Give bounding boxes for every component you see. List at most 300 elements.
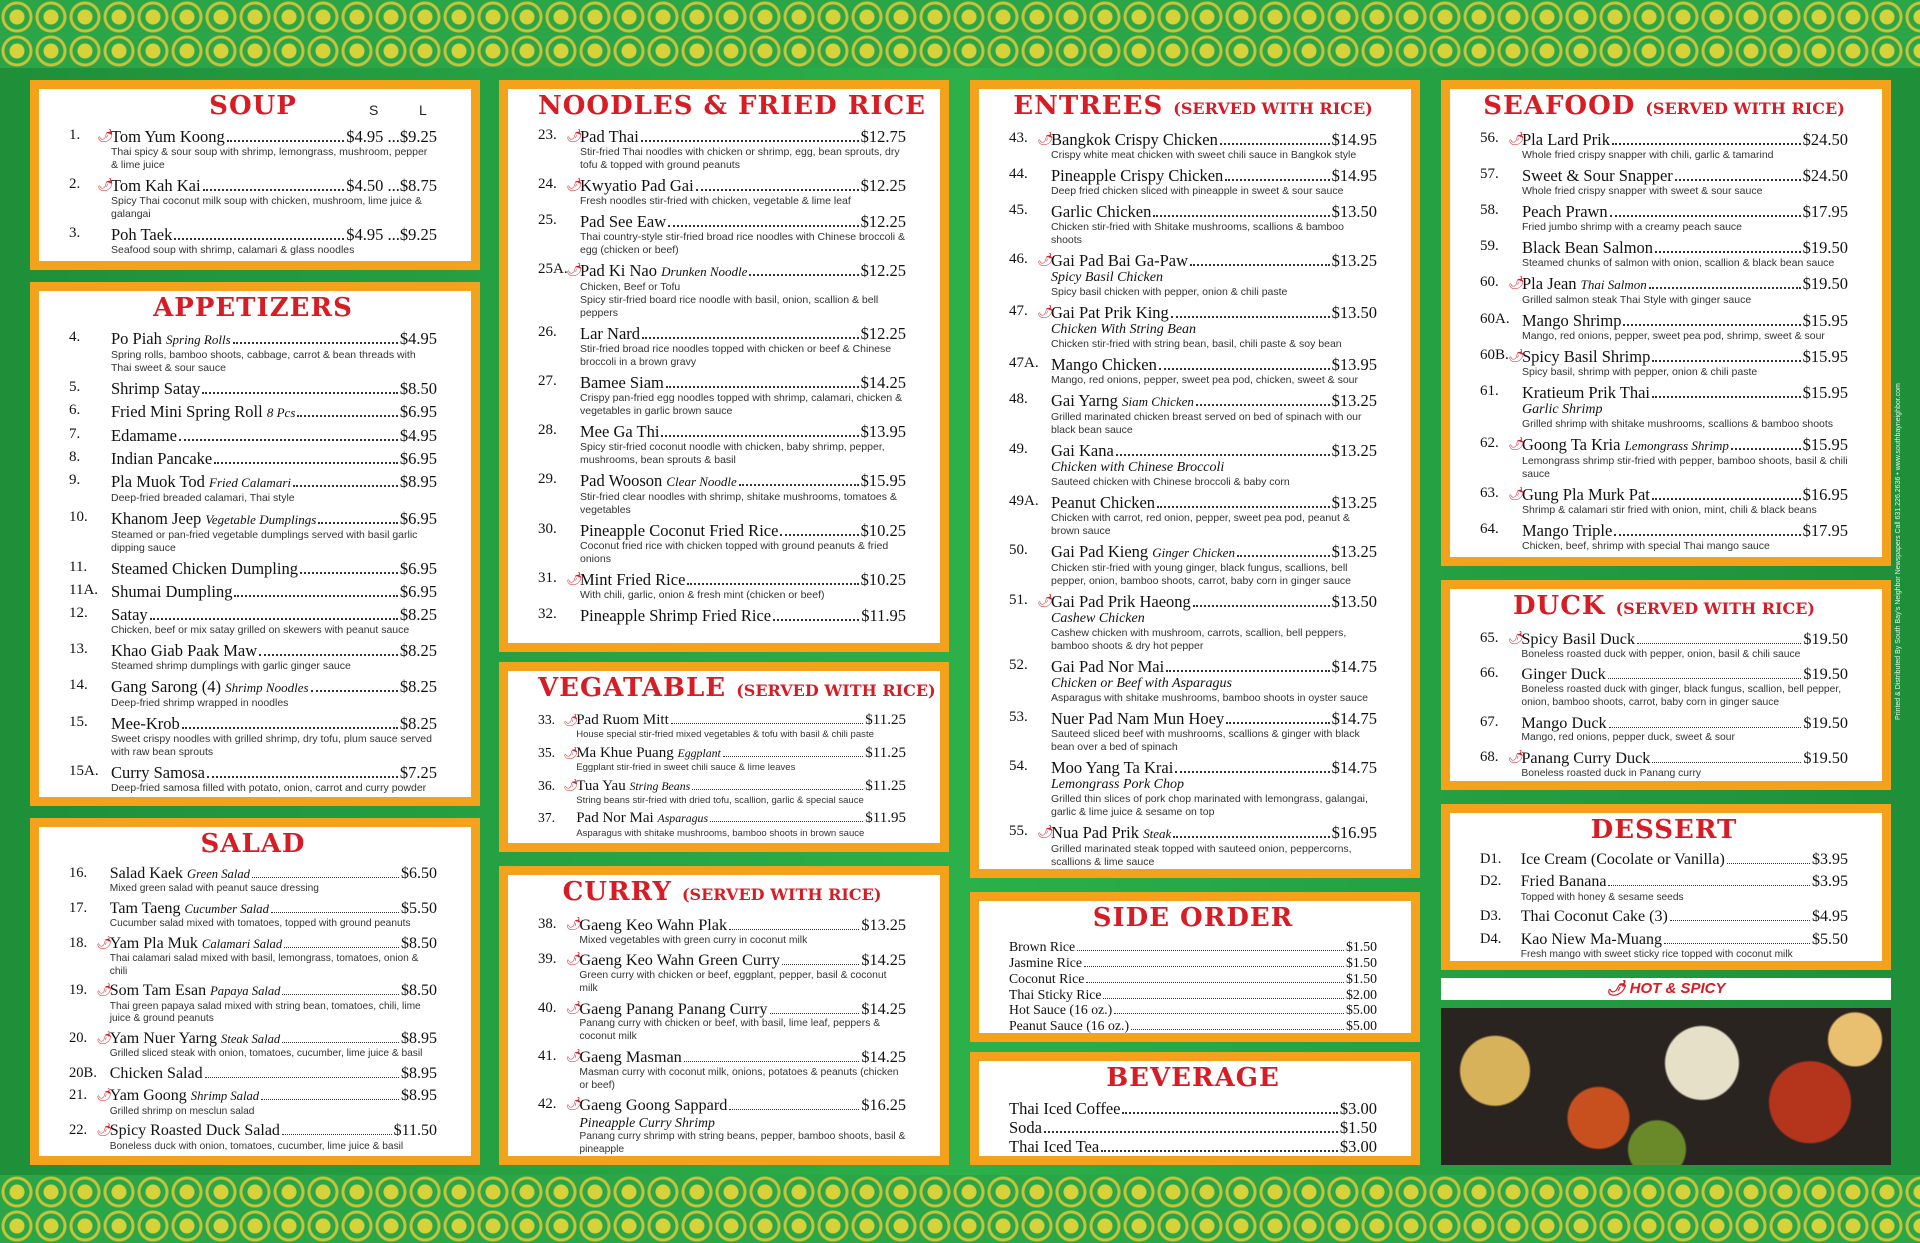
- item-alt-name: Ginger Chicken: [1152, 545, 1235, 560]
- item-alt-name: Clear Noodle: [666, 474, 737, 489]
- menu-item: [1480, 311, 1848, 343]
- item-price: $14.95: [1331, 166, 1377, 185]
- item-alt-name: Drunken Noodle: [661, 264, 748, 279]
- menu-item: [538, 1096, 906, 1156]
- item-subtitle: Lemongrass Pork Chop: [1051, 777, 1185, 792]
- item-name: Yam Nuer Yarng Steak Salad: [109, 1029, 281, 1047]
- item-price: $5.00: [1346, 1018, 1377, 1034]
- leader-dots: [1608, 885, 1810, 886]
- item-description: Boneless roasted duck with ginger, black fungus, scallion, bell pepper, onion, bamboo shoots, carrot, baby corn in ginger sauce: [1521, 684, 1842, 708]
- menu-item: [1009, 391, 1377, 437]
- chili-icon: 🌶: [97, 128, 114, 143]
- item-name: Pineapple Coconut Fried Rice: [580, 521, 779, 540]
- menu-item: [538, 951, 906, 995]
- item-alt-name: String Beans: [629, 778, 691, 793]
- item-number: D4.: [1480, 930, 1502, 947]
- item-name: Som Tam Esan Papaya Salad: [109, 982, 281, 1000]
- menu-item: [538, 471, 906, 517]
- leader-dots: [293, 485, 398, 487]
- item-description: Spicy stir-fried coconut noodle with chicken, baby shrimp, pepper, mushrooms, bean sprouts & basil: [580, 441, 885, 466]
- leader-dots: [749, 274, 858, 276]
- item-price: $19.50: [1803, 713, 1848, 732]
- item-number: 13.: [69, 641, 88, 657]
- chili-icon: 🌶: [1508, 275, 1525, 290]
- item-alt-name: 8 Pcs: [266, 405, 296, 420]
- leader-dots: [300, 572, 398, 574]
- item-name: Mango Shrimp: [1522, 311, 1622, 330]
- menu-item: [1009, 303, 1377, 351]
- item-number: 57.: [1480, 166, 1499, 182]
- item-number: 44.: [1009, 166, 1028, 182]
- item-name: Ice Cream (Cocolate or Vanilla): [1520, 851, 1725, 868]
- item-alt-name: Asparagus: [657, 811, 709, 826]
- leader-dots: [233, 342, 398, 344]
- item-alt-name: Vegetable Dumplings: [205, 512, 317, 527]
- menu-item: [1480, 665, 1848, 709]
- item-description: Thai country-style stir-fried broad rice noodles with Chinese broccoli & egg (chicken or beef): [580, 231, 906, 256]
- leader-dots: [282, 994, 399, 995]
- item-number: 35. 🌶: [538, 744, 579, 760]
- item-number: 49A.: [1009, 493, 1039, 509]
- item-name: Gaeng Masman: [579, 1048, 682, 1067]
- item-name: Edamame: [111, 426, 177, 445]
- chili-icon: 🌶: [1606, 980, 1626, 997]
- item-price: $4.95 ...$9.25: [346, 127, 437, 146]
- menu-item: [1009, 202, 1377, 247]
- menu-item: [69, 402, 437, 422]
- leader-dots: [1610, 215, 1801, 217]
- item-number: 20. 🌶: [69, 1029, 113, 1046]
- item-description: Fresh mango with sweet sticky rice topped with coconut milk: [1520, 948, 1793, 960]
- curry-list: [538, 916, 906, 1156]
- item-price: $3.95: [1812, 851, 1848, 868]
- item-price: $1.50: [1346, 939, 1377, 954]
- item-name: Sweet & Sour Snapper: [1522, 166, 1673, 185]
- item-number: 14.: [69, 677, 88, 693]
- item-name: Spicy Basil Shrimp: [1522, 347, 1651, 366]
- item-description: House special stir-fried mixed vegetables & tofu with basil & chili paste: [576, 729, 874, 741]
- item-price: $15.95: [1802, 435, 1848, 454]
- item-number: 54.: [1009, 758, 1028, 774]
- item-price: $12.25: [860, 176, 906, 195]
- leader-dots: [150, 618, 398, 620]
- item-number: 60B. 🌶: [1480, 347, 1525, 363]
- item-name: Mee-Krob: [111, 714, 180, 733]
- item-number: 64.: [1480, 521, 1499, 537]
- leader-dots: [1084, 966, 1345, 967]
- item-name: Gai Yarng Siam Chicken: [1051, 391, 1194, 410]
- duck-title: DUCK (SERVED WITH RICE): [1512, 591, 1815, 621]
- item-name: Moo Yang Ta Krai: [1051, 758, 1174, 777]
- leader-dots: [723, 756, 864, 757]
- item-name: Nua Pad Prik Steak: [1051, 823, 1172, 842]
- item-description: Grilled shrimp with shitake mushrooms, scallions & bamboo shoots: [1522, 418, 1834, 430]
- menu-item: [69, 379, 437, 398]
- item-name: Thai Coconut Cake (3): [1520, 908, 1668, 926]
- item-description: Mango, red onions, pepper duck, sweet & sour: [1521, 732, 1735, 744]
- leader-dots: [1649, 287, 1801, 289]
- leader-dots: [1623, 324, 1800, 326]
- item-description: Mixed vegetables with green curry in coconut milk: [579, 934, 808, 946]
- item-price: $14.25: [860, 373, 906, 392]
- salad-panel: [30, 818, 480, 1165]
- menu-item: [69, 509, 437, 555]
- size-large-label: L: [419, 102, 427, 118]
- leader-dots: [1670, 920, 1810, 921]
- item-price: $14.75: [1331, 657, 1377, 676]
- item-number: 7.: [69, 426, 81, 442]
- menu-item: [1480, 383, 1848, 431]
- item-description: Deep-fried shrimp wrapped in noodles: [111, 697, 289, 709]
- item-name: Thai Sticky Rice: [1009, 986, 1102, 1002]
- menu-item: [1009, 955, 1377, 971]
- menu-item: [538, 324, 906, 369]
- noodles-panel: [499, 80, 949, 652]
- item-name: Thai Iced Coffee: [1009, 1099, 1121, 1118]
- item-number: 27.: [538, 373, 557, 389]
- item-number: 56. 🌶: [1480, 130, 1525, 146]
- menu-item: [1480, 908, 1848, 926]
- item-description: Fresh noodles stir-fried with chicken, vegetable & lime leaf: [580, 195, 851, 207]
- item-number: 8.: [69, 449, 81, 465]
- menu-item: [1009, 251, 1377, 299]
- item-price: $10.25: [860, 570, 906, 589]
- leader-dots: [692, 789, 863, 790]
- item-name: Pad Wooson Clear Noodle: [580, 471, 737, 490]
- item-number: 29.: [538, 471, 557, 487]
- item-name: Pla Muok Tod Fried Calamari: [111, 472, 291, 491]
- item-name: Pad Ki Nao Drunken Noodle: [580, 261, 748, 280]
- item-name: Jasmine Rice: [1009, 954, 1083, 970]
- leader-dots: [1114, 1013, 1344, 1014]
- item-number: 66.: [1480, 665, 1499, 682]
- leader-dots: [770, 1013, 860, 1014]
- vegetable-title: VEGATABLE (SERVED WITH RICE): [538, 673, 936, 703]
- leader-dots: [205, 1077, 400, 1078]
- leader-dots: [1101, 1150, 1338, 1152]
- item-price: $13.50: [1331, 303, 1377, 322]
- menu-item: [69, 714, 437, 759]
- item-price: $19.50: [1803, 665, 1848, 684]
- item-name: Mango Duck: [1521, 713, 1607, 732]
- leader-dots: [1157, 506, 1330, 508]
- item-name: Mango Triple: [1522, 521, 1613, 540]
- chili-icon: 🌶: [96, 1088, 113, 1103]
- item-number: 65. 🌶: [1480, 630, 1524, 646]
- menu-item: [1009, 130, 1377, 162]
- leader-dots: [227, 140, 345, 142]
- leader-dots: [1193, 605, 1330, 607]
- item-name: Yam Pla Muk Calamari Salad: [109, 934, 283, 952]
- item-alt-name: Spring Rolls: [166, 332, 231, 347]
- item-number: 60. 🌶: [1480, 274, 1525, 290]
- menu-item: [69, 1065, 437, 1083]
- menu-item: [1480, 873, 1848, 904]
- item-description: Asparagus with shitake mushrooms, bamboo shoots in brown sauce: [576, 827, 865, 839]
- item-number: 31. 🌶: [538, 570, 583, 586]
- leader-dots: [729, 929, 859, 930]
- item-price: $13.25: [1331, 542, 1377, 561]
- chili-icon: 🌶: [1508, 348, 1525, 363]
- item-price: $11.95: [865, 810, 906, 827]
- menu-item: [69, 935, 437, 979]
- item-price: $8.50: [401, 934, 437, 952]
- leader-dots: [1612, 143, 1801, 145]
- item-description: Stir-fried clear noodles with shrimp, shitake mushrooms, tomatoes & vegetables: [580, 491, 897, 516]
- seafood-panel: [1441, 80, 1891, 566]
- chili-icon: 🌶: [565, 1000, 582, 1015]
- item-name: Po Piah Spring Rolls: [111, 329, 231, 348]
- item-price: $15.95: [1802, 311, 1848, 330]
- item-number: 47. 🌶: [1009, 303, 1054, 319]
- leader-dots: [1652, 762, 1801, 763]
- item-price: $24.50: [1802, 166, 1848, 185]
- item-name: Satay: [111, 605, 148, 624]
- item-price: $19.50: [1802, 274, 1848, 293]
- item-description: Thai calamari salad mixed with basil, lemongrass, tomatoes, onion & chili: [109, 953, 419, 977]
- appetizers-list: [69, 329, 437, 795]
- item-alt-name: Steak Salad: [221, 1031, 281, 1046]
- item-description: Chicken, beef or mix satay grilled on skewers with peanut sauce: [111, 624, 410, 636]
- item-name: Gung Pla Murk Pat: [1522, 485, 1650, 504]
- menu-item: [1480, 485, 1848, 517]
- item-price: $1.50: [1346, 954, 1377, 970]
- menu-item: [69, 582, 437, 601]
- item-description: Lemongrass shrimp stir-fried with pepper, bamboo shoots, basil & chili sauce: [1522, 455, 1848, 480]
- menu-item: [1480, 714, 1848, 746]
- item-name: Bamee Siam: [580, 373, 664, 392]
- item-price: $4.95: [399, 329, 437, 348]
- item-number: 28.: [538, 422, 557, 438]
- menu-item: [69, 982, 437, 1026]
- item-description: Chicken, beef, shrimp with special Thai mango sauce: [1522, 540, 1770, 552]
- menu-item: [69, 1122, 437, 1153]
- item-name: Pad Thai: [580, 127, 639, 146]
- item-description: Sauteed chicken with Chinese broccoli & baby corn: [1051, 476, 1290, 488]
- leader-dots: [1116, 454, 1330, 456]
- item-description: Asparagus with shitake mushrooms, bamboo shoots in oyster sauce: [1051, 692, 1368, 704]
- size-small-label: S: [369, 102, 379, 118]
- item-name: Yam Goong Shrimp Salad: [109, 1087, 260, 1105]
- item-price: $19.50: [1802, 238, 1848, 257]
- leader-dots: [271, 912, 399, 913]
- seafood-title: SEAFOOD (SERVED WITH RICE): [1483, 91, 1845, 121]
- item-name: Indian Pancake: [111, 449, 213, 468]
- item-name: Gai Pad Prik Haeong: [1051, 592, 1191, 611]
- leader-dots: [1664, 943, 1810, 944]
- soup-list: [69, 127, 437, 257]
- item-number: 43. 🌶: [1009, 130, 1054, 146]
- item-price: $4.50 ...$8.75: [346, 176, 437, 195]
- item-description: Chicken, Beef or Tofu Spicy stir-fried board rice noodle with basil, onion, scallion & bell peppers: [580, 281, 879, 319]
- item-number: D3.: [1480, 908, 1502, 925]
- item-name: Brown Rice: [1009, 939, 1076, 954]
- menu-item: [69, 559, 437, 578]
- item-price: $16.25: [861, 1096, 906, 1115]
- menu-item: [1480, 202, 1848, 234]
- leader-dots: [282, 1134, 392, 1135]
- item-number: 37.: [538, 810, 556, 826]
- decorative-bottom-band: [0, 1175, 1920, 1243]
- chili-icon: 🌶: [566, 128, 583, 143]
- menu-item: [1480, 521, 1848, 553]
- leader-dots: [207, 776, 398, 778]
- leader-dots: [1220, 143, 1330, 145]
- menu-item: [69, 225, 437, 257]
- item-name: Peanut Chicken: [1051, 493, 1156, 512]
- item-description: Green curry with chicken or beef, eggplant, pepper, basil & coconut milk: [579, 970, 887, 994]
- leader-dots: [1103, 998, 1344, 999]
- item-price: $8.25: [399, 714, 437, 733]
- leader-dots: [780, 534, 858, 536]
- item-price: $1.50: [1346, 970, 1377, 986]
- leader-dots: [666, 386, 859, 388]
- item-number: 53.: [1009, 709, 1028, 725]
- curry-title: CURRY (SERVED WITH RICE): [562, 877, 882, 907]
- leader-dots: [261, 1099, 399, 1100]
- item-price: $16.95: [1331, 823, 1377, 842]
- item-name: Tom Kah Kai: [111, 176, 201, 195]
- item-description: Crispy white meat chicken with sweet chili sauce in Bangkok style: [1051, 149, 1357, 161]
- item-description: Boneless duck with onion, tomatoes, cucumber, lime juice & basil: [109, 1140, 404, 1152]
- menu-item: [1480, 749, 1848, 781]
- leader-dots: [671, 723, 864, 724]
- item-number: 11.: [69, 559, 88, 575]
- item-name: Gang Sarong (4) Shrimp Noodles: [111, 677, 309, 696]
- leader-dots: [729, 1109, 859, 1110]
- chili-icon: 🌶: [1037, 824, 1054, 839]
- item-description: Topped with honey & sesame seeds: [1520, 891, 1684, 903]
- leader-dots: [641, 140, 859, 142]
- item-number: 15A.: [69, 763, 99, 779]
- item-number: 11A.: [69, 582, 99, 598]
- item-name: Tam Taeng Cucumber Salad: [109, 899, 269, 917]
- item-price: $12.25: [860, 261, 906, 280]
- item-name: Lar Nard: [580, 324, 641, 343]
- item-number: 52.: [1009, 657, 1028, 673]
- item-alt-name: Steak: [1143, 826, 1172, 841]
- noodles-title: NOODLES & FRIED RICE: [538, 91, 926, 121]
- item-name: Ma Khue Puang Eggplant: [576, 744, 721, 761]
- item-number: 6.: [69, 402, 81, 418]
- menu-item: [69, 1030, 437, 1061]
- menu-item: [1480, 630, 1848, 662]
- leader-dots: [1171, 316, 1330, 318]
- item-price: $8.25: [399, 605, 437, 624]
- duck-list: [1480, 630, 1848, 781]
- item-number: 48.: [1009, 391, 1028, 407]
- leader-dots: [1614, 534, 1800, 536]
- item-price: $13.95: [860, 422, 906, 441]
- item-price: $3.00: [1339, 1137, 1377, 1156]
- chili-icon: 🌶: [96, 983, 113, 998]
- item-subtitle: Chicken or Beef with Asparagus: [1051, 676, 1232, 691]
- leader-dots: [1226, 722, 1329, 724]
- leader-dots: [1166, 670, 1329, 672]
- item-price: $11.95: [861, 606, 906, 625]
- item-price: $17.95: [1802, 202, 1848, 221]
- menu-item: [538, 810, 906, 839]
- item-price: $15.95: [860, 471, 906, 490]
- item-description: Boneless roasted duck with pepper, onion, basil & chili sauce: [1521, 648, 1801, 660]
- item-alt-name: Cucumber Salad: [184, 901, 269, 916]
- beverage-list: [1009, 1099, 1377, 1156]
- item-description: Spicy basil chicken with pepper, onion & chili paste: [1051, 286, 1288, 298]
- menu-item: [1009, 758, 1377, 819]
- item-price: $5.50: [1812, 930, 1848, 948]
- menu-item: [1009, 939, 1377, 955]
- item-price: $8.25: [399, 677, 437, 696]
- item-number: 36. 🌶: [538, 777, 579, 793]
- menu-item: [1480, 238, 1848, 270]
- chili-icon: 🌶: [96, 1030, 113, 1045]
- menu-item: [538, 176, 906, 208]
- menu-item: [69, 677, 437, 710]
- item-number: 47A.: [1009, 355, 1039, 371]
- item-number: 68. 🌶: [1480, 749, 1524, 766]
- leader-dots: [1652, 360, 1800, 362]
- item-alt-name: Lemongrass Shrimp: [1624, 438, 1729, 453]
- item-description: Grilled thin slices of pork chop marinated with lemongrass, galangai, garlic & lime juice & sesame on top: [1051, 793, 1368, 818]
- item-number: 32.: [538, 606, 557, 622]
- item-name: Pineapple Shrimp Fried Rice: [580, 606, 772, 625]
- item-price: $8.95: [399, 472, 437, 491]
- side-order-list: [1009, 939, 1377, 1034]
- vegetable-list: [538, 712, 906, 839]
- item-number: 2. 🌶: [69, 176, 114, 192]
- item-name: Peanut Sauce (16 oz.): [1009, 1018, 1130, 1034]
- menu-item: [69, 472, 437, 505]
- chili-icon: 🌶: [96, 1123, 113, 1138]
- item-number: D2.: [1480, 873, 1502, 890]
- leader-dots: [1044, 1131, 1338, 1133]
- item-description: Grilled sliced steak with onion, tomatoes, cucumber, lime juice & basil: [109, 1048, 423, 1060]
- menu-item: [1009, 1137, 1377, 1156]
- item-name: Chicken Salad: [109, 1064, 203, 1082]
- item-name: Coconut Rice: [1009, 970, 1085, 986]
- menu-item: [1480, 931, 1848, 962]
- item-name: Shrimp Satay: [111, 379, 201, 398]
- dessert-panel: [1441, 804, 1891, 970]
- menu-item: [538, 212, 906, 257]
- item-name: Bangkok Crispy Chicken: [1051, 130, 1218, 149]
- item-name: Hot Sauce (16 oz.): [1009, 1002, 1113, 1018]
- item-description: Coconut fried rice with chicken topped with ground peanuts & fried onions: [580, 540, 889, 565]
- chili-icon: 🌶: [563, 712, 579, 727]
- item-alt-name: Eggplant: [677, 745, 721, 760]
- entrees-panel: [970, 80, 1420, 878]
- item-subtitle: Spicy Basil Chicken: [1051, 270, 1163, 285]
- item-name: Pad Ruom Mitt: [576, 712, 669, 728]
- leader-dots: [1609, 727, 1802, 728]
- item-number: 25.: [538, 212, 557, 228]
- item-description: Masman curry with coconut milk, onions, potatoes & peanuts (chicken or beef): [579, 1066, 899, 1091]
- beverage-panel: [970, 1052, 1420, 1165]
- item-description: Whole fried crispy snapper with chili, garlic & tamarind: [1522, 149, 1774, 161]
- item-price: $12.25: [860, 212, 906, 231]
- item-price: $15.95: [1802, 347, 1848, 366]
- item-price: $14.25: [861, 951, 906, 970]
- item-price: $19.50: [1803, 630, 1848, 648]
- item-number: 18. 🌶: [69, 934, 113, 951]
- leader-dots: [1196, 404, 1330, 406]
- item-description: Steamed or pan-fried vegetable dumplings served with basil garlic dipping sauce: [111, 529, 418, 554]
- menu-item: [538, 1048, 906, 1092]
- item-name: Pad See Eaw: [580, 212, 667, 231]
- dessert-list: [1480, 851, 1848, 962]
- item-price: $13.25: [1331, 441, 1377, 460]
- menu-item: [69, 763, 437, 795]
